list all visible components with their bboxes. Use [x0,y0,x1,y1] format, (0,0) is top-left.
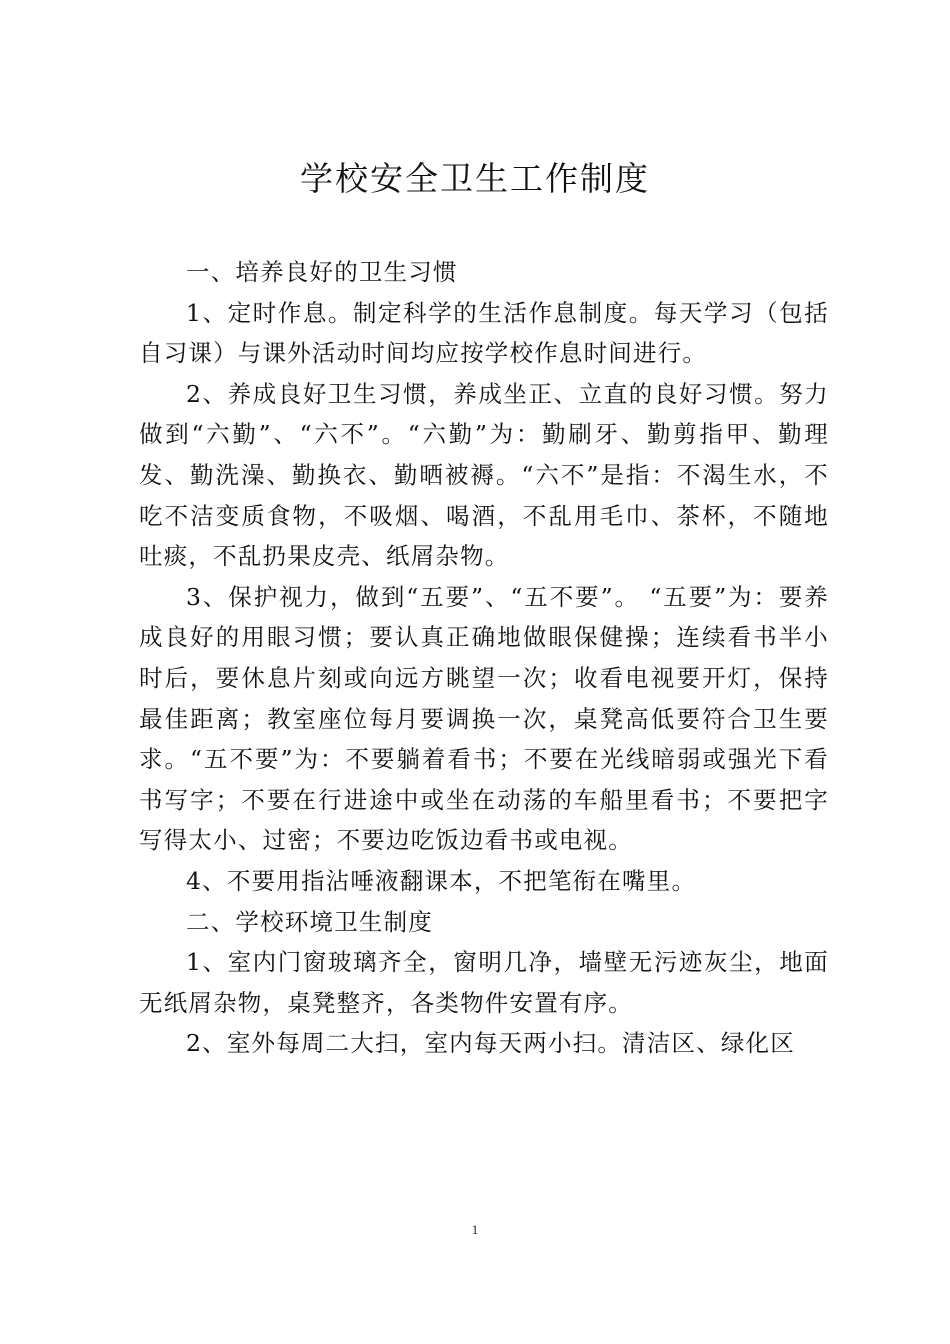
page-number: 1 [471,1222,479,1237]
document-title: 学校安全卫生工作制度 [300,159,650,198]
document-body [139,252,829,1064]
section-heading-2: 二、学校环境卫生制度 [186,907,433,936]
section-heading-1: 一、培养良好的卫生习惯 [186,258,458,286]
paragraph-2-1: 1、室内门窗玻璃齐全，窗明几净，墙壁无污迹灰尘，地面无纸屑杂物，桌凳整齐，各类物件安置有序。 [139,948,829,1017]
paragraph-1-2: 2、养成良好卫生习惯，养成坐正、立直的良好习惯。努力做到“六勤”、“六不”。“六勤”为：勤刷牙、勤剪指甲、勤理发、勤洗澡、勤换衣、勤晒被褥。“六不”是指：不渴生水，不吃不洁变质食物，不吸烟、喝酒，不乱用毛巾、茶杯，不随地吐痰，不乱扔果皮壳、纸屑杂物。 [139,379,829,571]
paragraph-1-4: 4、不要用指沾唾液翻课本，不把笔衔在嘴里。 [186,866,697,895]
paragraph-2-2: 2、室外每周二大扫，室内每天两小扫。清洁区、绿化区 [186,1029,795,1058]
paragraph-1-3: 3、保护视力，做到“五要”、“五不要”。 “五要”为：要养成良好的用眼习惯；要认真正确地做眼保健操；连续看书半小时后，要休息片刻或向远方眺望一次；收看电视要开灯，保持最佳距离；教室座位每月要调换一次，桌凳高低要符合卫生要求。“五不要”为：不要躺着看书；不要在光线暗弱或强光下看书写字；不要在行进途中或坐在动荡的车船里看书；不要把字写得太小、过密；不要边吃饭边看书或电视。 [139,582,829,855]
paragraph-1-1: 1、定时作息。制定科学的生活作息制度。每天学习（包括自习课）与课外活动时间均应按学校作息时间进行。 [139,298,829,368]
